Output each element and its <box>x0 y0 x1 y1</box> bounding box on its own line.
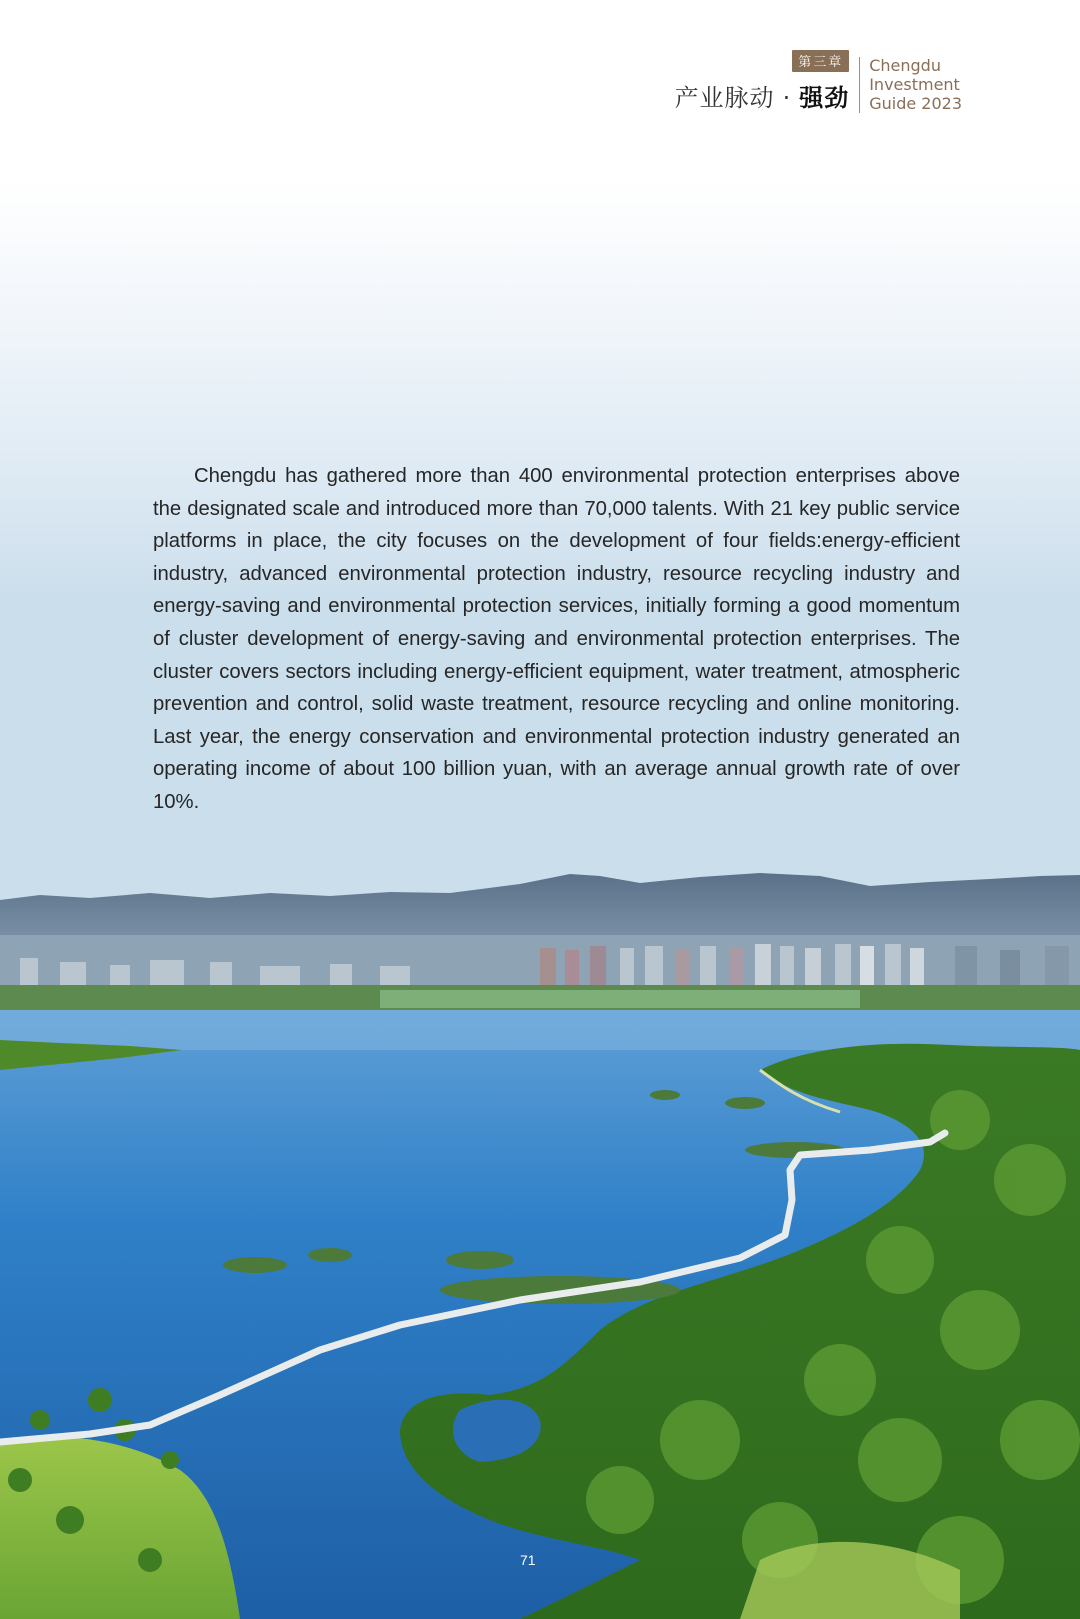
title-separator: · <box>782 84 792 112</box>
header-divider <box>859 57 860 113</box>
chapter-title-strong: 强劲 <box>799 84 850 112</box>
chapter-badge: 第三章 <box>792 50 849 72</box>
page-number: 71 <box>520 1552 536 1568</box>
guide-title-line3: Guide 2023 <box>869 94 962 113</box>
chapter-title <box>675 78 850 113</box>
chapter-title-main: 产业脉动 <box>674 84 775 112</box>
guide-title-line1: Chengdu <box>869 56 941 75</box>
body-paragraph: Chengdu has gathered more than 400 environmental protection enterprises above the designated scale and introduced more than 70,000 talents. With 21 key public service platforms in place, the city focuses on the development of four fields:energy-efficient industry, advanced environmental protection industry, resource recycling industry and energy-saving and environmental protection services, initially forming a good momentum of cluster development of energy-saving and environmental protection enterprises. The cluster covers sectors including energy-efficient equipment, water treatment, atmospheric prevention and control, solid waste treatment, resource recycling and online monitoring. Last year, the energy conservation and environmental protection industry generated an operating income of about 100 billion yuan, with an average annual growth rate of over 10%. <box>153 465 960 813</box>
chapter-block <box>675 50 860 113</box>
guide-title <box>869 56 962 113</box>
far-park <box>380 990 860 1008</box>
guide-title-line2: Investment <box>869 75 960 94</box>
page-header <box>675 50 962 113</box>
